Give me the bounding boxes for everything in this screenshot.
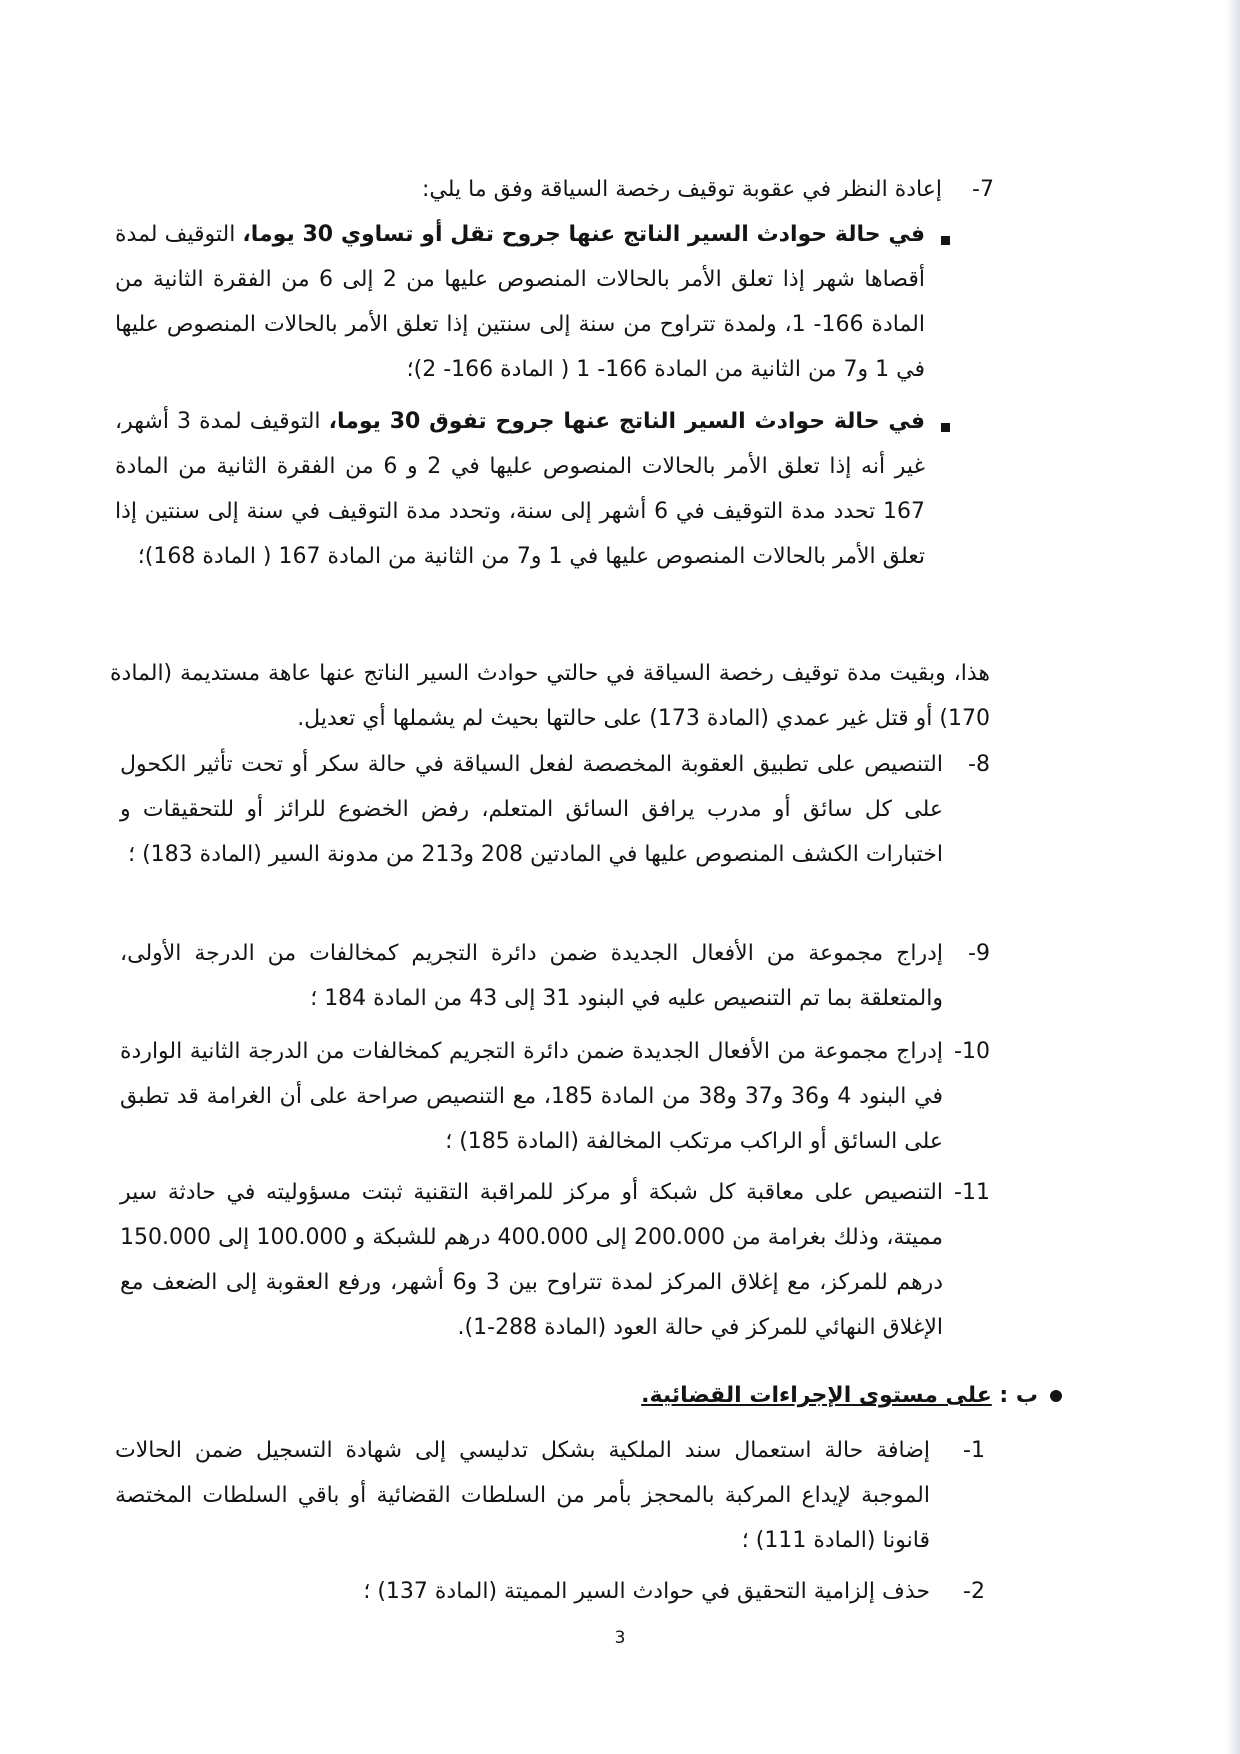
square-bullet-icon	[941, 236, 950, 245]
item-7-intro: إعادة النظر في عقوبة توقيف رخصة السياقة وفق ما يلي:	[422, 177, 942, 202]
b-item-1-number: 1-	[963, 1438, 985, 1463]
item-11-text: التنصيص على معاقبة كل شبكة أو مركز للمراقبة التقنية ثبتت مسؤوليته في حادثة سير مميتة، وذلك بغرامة من 200.000 إلى 400.000 درهم للشبكة و 100.000 إلى 150.000 درهم للمركز، مع إغلاق المركز لمدة تتراوح بين 3 و6 أشهر، ورفع العقوبة إلى الضعف مع الإغلاق النهائي للمركز في حالة العود (المادة 288-1).	[120, 1180, 944, 1340]
b-item-2-text: حذف إلزامية التحقيق في حوادث السير المميتة (المادة 137) ؛	[363, 1579, 930, 1604]
item-7-number: 7-	[972, 177, 994, 202]
b-item-2-number: 2-	[963, 1579, 985, 1604]
item-11-number: 11-	[954, 1180, 990, 1205]
item-8-text: التنصيص على تطبيق العقوبة المخصصة لفعل السياقة في حالة سكر أو تحت تأثير الكحول على كل سائق أو مدرب يرافق السائق المتعلم، رفض الخضوع للرائز أو للتحقيقات و اختبارات الكشف المنصوص عليها في المادتين 208 و213 من مدونة السير (المادة 183) ؛	[120, 752, 943, 867]
item-9-number: 9-	[968, 941, 990, 966]
item-8-number: 8-	[968, 752, 990, 777]
item-7-bullet-2: في حالة حوادث السير الناتج عنها جروح تفوق 30 يوما، التوقيف لمدة 3 أشهر، غير أنه إذا تعلق الأمر بالحالات المنصوص عليها في 2 و 6 من الفقرة الثانية من المادة 167 تحدد مدة التوقيف في 6 أشهر إلى سنة، وتحدد مدة التوقيف في سنة إلى سنتين إذا تعلق الأمر بالحالات المنصوص عليها في 1 و7 من الثانية من المادة 167 ( المادة 168)؛	[115, 409, 925, 569]
b-item-1-text: إضافة حالة استعمال سند الملكية بشكل تدليسي إلى شهادة التسجيل ضمن الحالات الموجبة لإيداع المركبة بالمحجز بأمر من السلطات القضائية أو باقي السلطات المختصة قانونا (المادة 111) ؛	[115, 1438, 930, 1553]
item-7-bullet-1: في حالة حوادث السير الناتج عنها جروح تقل أو تساوي 30 يوما، التوقيف لمدة أقصاها شهر إذا تعلق الأمر بالحالات المنصوص عليها من 2 إلى 6 من الفقرة الثانية من المادة 166- 1، ولمدة تتراوح من سنة إلى سنتين إذا تعلق الأمر بالحالات المنصوص عليها في 1 و7 من الثانية من المادة 166- 1 ( المادة 166- 2)؛	[115, 222, 926, 382]
square-bullet-icon	[941, 423, 950, 432]
item-10-number: 10-	[954, 1039, 990, 1064]
scan-edge-shadow	[1226, 0, 1240, 1754]
section-b-heading: ب : على مستوى الإجراءات القضائية.	[641, 1383, 1038, 1408]
item-9-text: إدراج مجموعة من الأفعال الجديدة ضمن دائرة التجريم كمخالفات من الدرجة الأولى، والمتعلقة بما تم التنصيص عليه في البنود 31 إلى 43 من المادة 184 ؛	[120, 941, 943, 1011]
page-number: 3	[614, 1628, 626, 1648]
item-10-text: إدراج مجموعة من الأفعال الجديدة ضمن دائرة التجريم كمخالفات من الدرجة الثانية الواردة في البنود 4 و36 و37 و38 من المادة 185، مع التنصيص صراحة على أن الغرامة قد تطبق على السائق أو الراكب مرتكب المخالفة (المادة 185) ؛	[120, 1039, 943, 1154]
round-bullet-icon	[1050, 1390, 1062, 1402]
note-paragraph: هذا، وبقيت مدة توقيف رخصة السياقة في حالتي حوادث السير الناتج عنها عاهة مستديمة (المادة 170) أو قتل غير عمدي (المادة 173) على حالتها بحيث لم يشملها أي تعديل.	[110, 661, 990, 731]
